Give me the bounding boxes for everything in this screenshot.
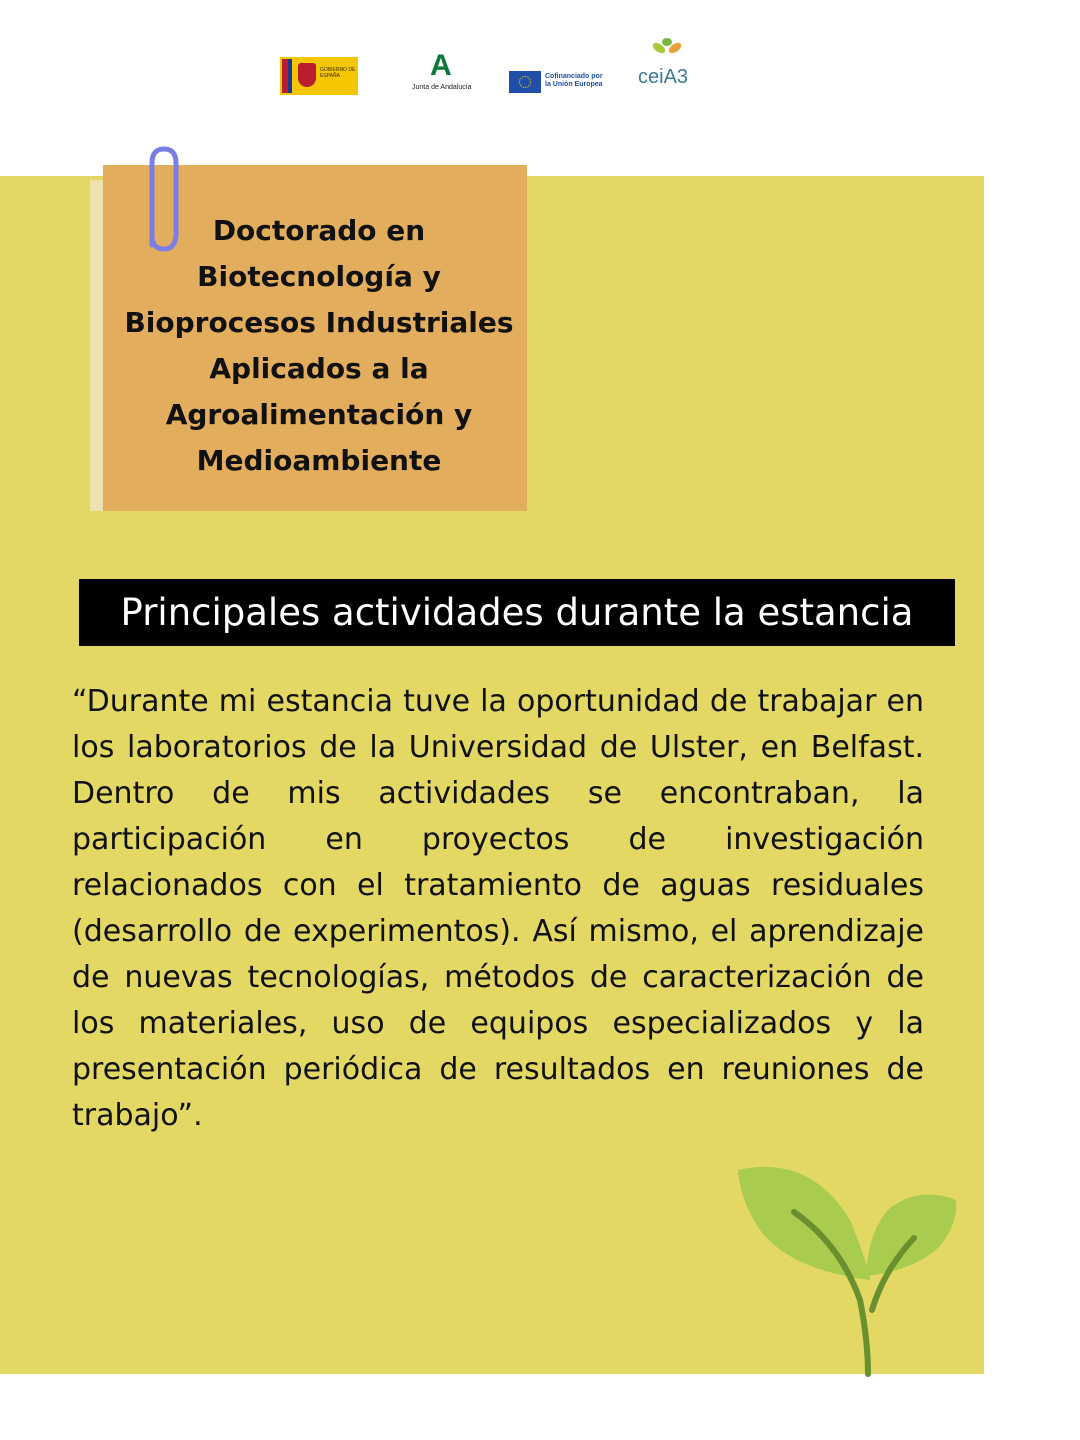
note-paper-edge (90, 180, 104, 511)
ceia3-logo-text: ceiA3 (638, 66, 689, 88)
eu-flag-icon (509, 71, 541, 93)
section-heading-bar (79, 579, 955, 646)
ue-logo-text: Cofinanciado por la Unión Europea (545, 73, 603, 88)
junta-andalucia-logo (408, 50, 478, 100)
testimonial-quote: “Durante mi estancia tuve la oportunidad de trabajar en los laboratorios de la Universidad de Ulster, en Belfast. Dentro de mis actividades se encontraban, la participación en proyectos de investigación relacionados con el tratamiento de aguas residuales (desarrollo de experimentos). Así mismo, el aprendizaje de nuevas tecnologías, métodos de caracterización de los materiales, uso de equipos especializados y la presentación periódica de resultados en reuniones de trabajo”. (72, 684, 924, 1133)
logo-strip (268, 30, 718, 110)
ceia3-leaf-icon (662, 38, 672, 46)
gobierno-logo-text: GOBIERNO DE ESPAÑA (320, 67, 356, 79)
paperclip-icon (138, 145, 186, 255)
union-europea-logo (509, 71, 609, 93)
junta-a-icon: A (430, 49, 452, 82)
flag-stripe-blue (288, 59, 292, 93)
coat-of-arms-icon (298, 63, 316, 87)
ceia3-logo (634, 38, 704, 106)
junta-logo-text: Junta de Andalucía (412, 84, 472, 91)
section-heading: Principales actividades durante la estancia (120, 591, 914, 634)
gobierno-espana-logo (280, 57, 358, 95)
sprout-icon (720, 1160, 970, 1380)
program-title: Doctorado en Biotecnología y Bioprocesos Industriales Aplicados a la Agroalimentación y Medioambiente (124, 214, 514, 477)
